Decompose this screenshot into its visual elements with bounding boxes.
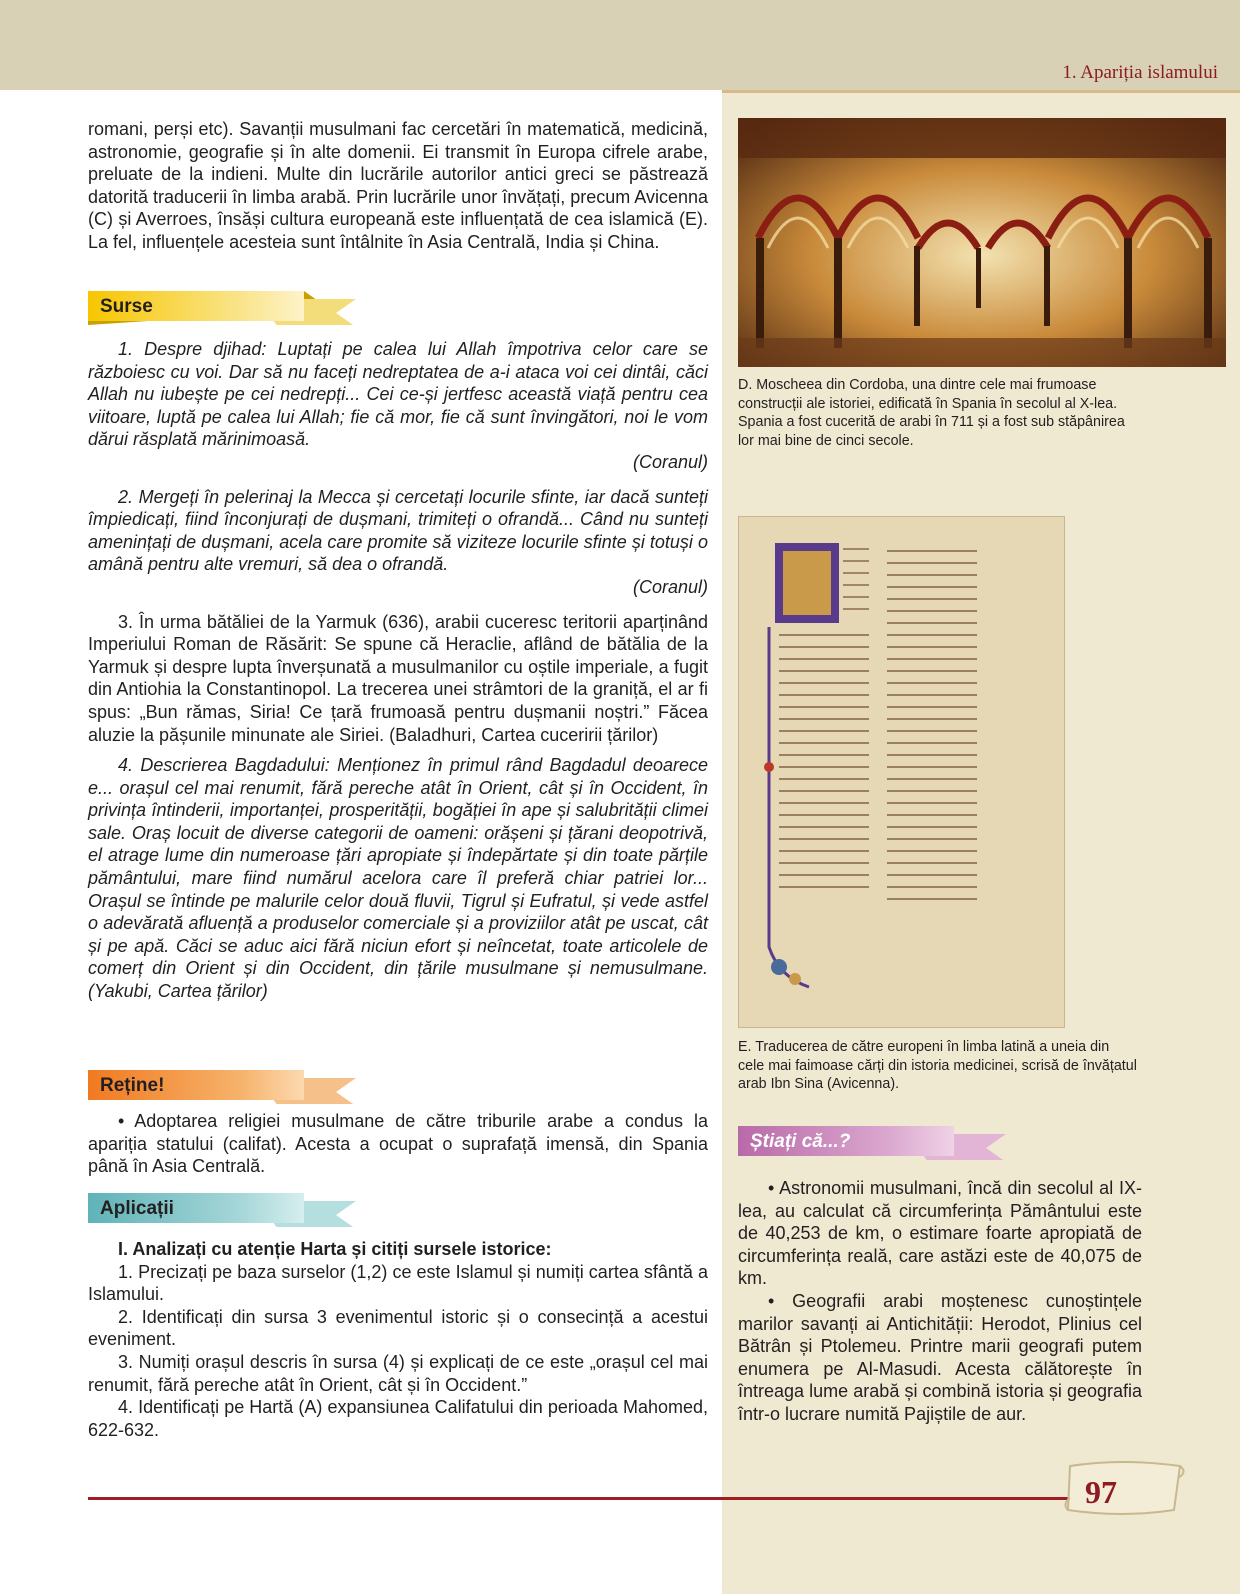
aplicatii-title: Aplicații bbox=[100, 1198, 174, 1219]
source-3: 3. În urma bătăliei de la Yarmuk (636), arabii cuceresc teritorii aparținând Imperiului Roman de Răsărit: Se spune că Heraclie, aflând de bătălia de la Yarmuk și despre lupta înverșunată a musulmanilor cu oștile imperiale, a fugit din Antiohia la Constantinopol. La trecerea unei strâmtori de la graniță, el ar fi spus: „Bun rămas, Siria! Ce țară frumoasă pentru dușmanii noștri.” Făcea aluzie la pășunile minunate ale Siriei. (Baladhuri, Cartea cuceririi țărilor) bbox=[88, 611, 708, 745]
header-band bbox=[0, 0, 1240, 90]
caption-e: E. Traducerea de către europeni în limba latină a uneia din cele mai faimoase cărți din istoria medicinei, scrisă de învățatul arab Ibn Sina (Avicenna). bbox=[738, 1039, 1137, 1093]
stiati-title: Știați că...? bbox=[750, 1131, 851, 1152]
question-2: 2. Identificați din sursa 3 evenimentul istoric și o consecință a acestui eveniment. bbox=[88, 1306, 708, 1350]
question-3: 3. Numiți orașul descris în sursa (4) și explicați de ce este „orașul cel mai renumit, fără pereche atât în Orient, cât și în Occident.” bbox=[88, 1351, 708, 1395]
chapter-rule bbox=[722, 90, 1240, 93]
retine-text: • Adoptarea religiei musulmane de către triburile arabe a condus la apariția statului (califat). Acesta a ocupat o suprafață imensă, din Spania până în Asia Centrală. bbox=[88, 1111, 708, 1177]
question-1: 1. Precizați pe baza surselor (1,2) ce este Islamul și numiți cartea sfântă a Islamului. bbox=[88, 1261, 708, 1305]
stiati-banner bbox=[738, 1126, 1006, 1160]
retine-banner bbox=[88, 1070, 356, 1104]
source-1: 1. Despre djihad: Luptați pe calea lui Allah împotriva celor care se războiesc cu voi. Dar să nu faceți nedreptatea de a-i ataca voi cei dintâi, căci Allah nu iubește pe cei nedrepți... Cei ce-și jertfesc această viață pentru cea viitoare, luptă pe calea lui Allah; fie că mor, fie că sunt învingători, noi le vom dărui răsplată mărinimoasă. bbox=[88, 339, 708, 450]
aplicatii-block bbox=[88, 1238, 708, 1441]
manuscript-photo bbox=[738, 516, 1065, 1028]
intro-block bbox=[88, 118, 708, 254]
mosque-cordoba-photo bbox=[738, 118, 1226, 367]
stiati-block bbox=[738, 1177, 1142, 1426]
source-4: 4. Descrierea Bagdadului: Menționez în primul rând Bagdadul deoarece e... orașul cel mai renumit, fără pereche atât în Orient, cât și în Occident, în privința întinderii, importanței, prosperității, bogăției în ape și salubrității climei sale. Oraș locuit de diverse categorii de oameni: orășeni și țărani deopotrivă, el atrage lume din numeroase țări apropiate și îndepărtate și din toate părțile pământului, mare fiind numărul acelora care îl preferă chiar patriei lor... Orașul se întinde pe malurile celor două fluvii, Tigrul și Eufratul, și vede astfel o adevărată afluență a produselor comerciale și a proviziilor atât pe uscat, cât și pe apă. Căci se aduc aici fără niciun efort și neîncetat, toate articolele de comerț din Orient și din Occident, din țările musulmane și nemusulmane. (Yakubi, Cartea țărilor) bbox=[88, 755, 708, 1002]
stiati-paragraph-1: • Astronomii musulmani, încă din secolul al IX-lea, au calculat că circumferința Pământului este de 40,253 de km, o estimare foarte apropiată de circumferința reală, care astăzi este de 40,075 de km. bbox=[738, 1178, 1142, 1289]
surse-block bbox=[88, 338, 708, 1003]
source-2: 2. Mergeți în pelerinaj la Mecca și cercetați locurile sfinte, iar dacă sunteți împiedicați, fiind înconjurați de dușmani, trimiteți o ofrandă... Când nu sunteți amenințați de dușmani, acela care promite să viziteze locurile sfinte și totuși o amână pentru alte vremuri, să dea o ofrandă. bbox=[88, 486, 708, 575]
page-number: 97 bbox=[1085, 1474, 1117, 1510]
source-1-ref: (Coranul) bbox=[632, 451, 708, 472]
intro-paragraph: romani, perși etc). Savanții musulmani fac cercetări în matematică, medicină, astronomie, geografie și în alte domenii. Ei transmit în Europa cifrele arabe, preluate de la indieni. Multe din lucrările autorilor antici greci se păstrează datorită traducerii în limba arabă. Prin lucrările unor învățați, precum Avicenna (C) și Averroes, însăși cultura europeană este influențată de cea islamică (E). La fel, influențele acesteia sunt întâlnite în Asia Centrală, India și China. bbox=[88, 119, 708, 252]
chapter-title: 1. Apariția islamului bbox=[1062, 62, 1218, 83]
aplicatii-banner bbox=[88, 1193, 356, 1227]
aplicatii-heading: I. Analizați cu atenție Harta și citiți sursele istorice: bbox=[118, 1239, 552, 1259]
footer-rule bbox=[88, 1497, 1068, 1500]
surse-title: Surse bbox=[100, 296, 153, 317]
stiati-paragraph-2: • Geografii arabi moștenesc cunoștințele marilor savanți ai Antichității: Herodot, Plinius cel Bătrân și Ptolemeu. Printre marii geografi putem enumera pe Al-Masudi. Acesta călătorește în întreaga lume arabă și combină istoria și geografia într-o lucrare numită Pajiștile de aur. bbox=[738, 1290, 1142, 1424]
retine-title: Reține! bbox=[100, 1075, 165, 1096]
retine-block bbox=[88, 1110, 708, 1178]
caption-d: D. Moscheea din Cordoba, una dintre cele mai frumoase construcții ale istoriei, edificată în Spania în secolul al X-lea. Spania a fost cucerită de arabi în 711 și a fost sub stăpânirea lor mai bine de cinci secole. bbox=[738, 377, 1125, 449]
page-scroll-icon bbox=[1062, 1456, 1188, 1520]
source-2-ref: (Coranul) bbox=[632, 576, 708, 597]
surse-banner bbox=[88, 291, 356, 325]
question-4: 4. Identificați pe Hartă (A) expansiunea Califatului din perioada Mahomed, 622-632. bbox=[88, 1397, 708, 1440]
